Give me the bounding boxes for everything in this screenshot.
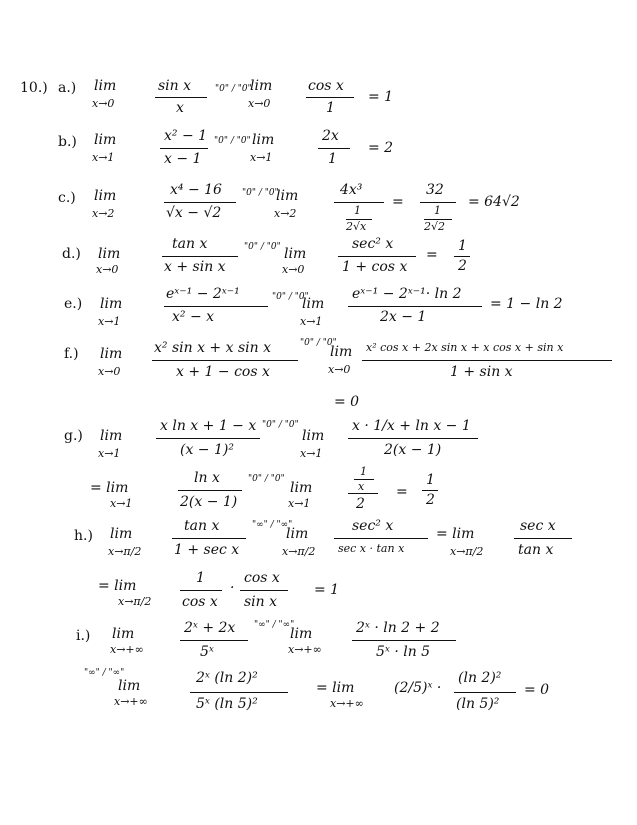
denominator: 2 (426, 492, 435, 508)
lim-subscript: x→1 (288, 497, 311, 510)
lim-word: lim (94, 78, 117, 94)
numerator: 1 (426, 472, 435, 488)
lim-word: = lim (316, 680, 355, 696)
fraction-bar (180, 590, 222, 591)
item-label: e.) (64, 296, 83, 312)
denominator: x + 1 − cos x (176, 364, 270, 380)
fraction-bar (178, 490, 242, 491)
fraction-bar (240, 590, 288, 591)
denominator: 1 (328, 151, 337, 167)
numerator: x² sin x + x sin x (154, 340, 271, 356)
item-label: a.) (58, 80, 77, 96)
result: = 1 (314, 582, 340, 598)
denominator: 5ˣ (ln 5)² (196, 696, 258, 712)
fraction-bar (454, 692, 516, 693)
numerator: eˣ⁻¹ − 2ˣ⁻¹ (166, 286, 240, 302)
fraction-bar (348, 493, 378, 494)
numerator: x² cos x + 2x sin x + x cos x + sin x (366, 341, 564, 354)
numerator: ln x (194, 470, 220, 486)
fraction-bar (152, 360, 298, 361)
lim-subscript: x→1 (300, 315, 323, 328)
lim-word: lim (290, 626, 313, 642)
problem-number: 10.) (20, 80, 48, 96)
lim-subscript: x→+∞ (110, 643, 144, 656)
lim-subscript: x→0 (92, 97, 115, 110)
indeterminate-mark: "0" / "0" (262, 420, 299, 430)
dot-operator: · (230, 580, 235, 596)
lim-subscript: x→+∞ (114, 695, 148, 708)
nested-numerator: 1 (434, 204, 441, 217)
numerator: cos x (244, 570, 280, 586)
denominator: 5ˣ · ln 5 (376, 644, 431, 660)
nested-fraction-bar (354, 479, 374, 480)
item-label: d.) (62, 246, 81, 262)
lim-subscript: x→2 (274, 207, 297, 220)
lim-subscript: x→1 (300, 447, 323, 460)
lim-word: lim (276, 188, 299, 204)
fraction-bar (155, 97, 207, 98)
numerator: cos x (308, 78, 344, 94)
result: = 1 (368, 89, 394, 105)
lim-word: = lim (98, 578, 137, 594)
numerator: eˣ⁻¹ − 2ˣ⁻¹· ln 2 (352, 286, 462, 302)
numerator: sin x (158, 78, 192, 94)
lim-word: = lim (90, 480, 129, 496)
indeterminate-mark: "∞" / "∞" (84, 668, 125, 678)
indeterminate-mark: "0" / "0" (300, 338, 337, 348)
nested-numerator: 1 (354, 204, 361, 217)
indeterminate-mark: "0" / "0" (215, 84, 252, 94)
lim-subscript: x→1 (98, 315, 121, 328)
equals-sign: = (426, 247, 438, 263)
indeterminate-mark: "0" / "0" (214, 136, 251, 146)
fraction-bar (338, 256, 416, 257)
numerator: 32 (426, 182, 444, 198)
denominator: 1 + sec x (174, 542, 240, 558)
denominator: 1 + sin x (450, 364, 513, 380)
denominator: √x − √2 (166, 205, 222, 221)
indeterminate-mark: "0" / "0" (248, 474, 285, 484)
item-label: h.) (74, 528, 93, 544)
lim-word: lim (98, 246, 121, 262)
numerator: x² − 1 (164, 128, 208, 144)
numerator: 2ˣ · ln 2 + 2 (356, 620, 440, 636)
lim-word: lim (94, 188, 117, 204)
lim-word: lim (94, 132, 117, 148)
numerator: sec² x (352, 518, 394, 534)
result: = 0 (524, 682, 550, 698)
lim-word: = lim (436, 526, 475, 542)
fraction-bar (454, 256, 470, 257)
numerator: 2x (322, 128, 339, 144)
denominator: 2 (356, 496, 365, 512)
fraction-bar (164, 306, 268, 307)
denominator: tan x (518, 542, 554, 558)
lim-word: lim (302, 428, 325, 444)
denominator: x + sin x (164, 259, 226, 275)
fraction-bar (352, 640, 456, 641)
lim-word: lim (290, 480, 313, 496)
item-label: g.) (64, 428, 83, 444)
fraction-bar (348, 438, 478, 439)
lim-subscript: x→1 (92, 151, 115, 164)
fraction-bar (362, 360, 612, 361)
lim-word: lim (252, 132, 275, 148)
numerator: 1 (196, 570, 205, 586)
lim-word: lim (100, 346, 123, 362)
fraction-bar (160, 148, 208, 149)
lim-subscript: x→1 (110, 497, 133, 510)
denominator: 2(x − 1) (384, 442, 442, 458)
numerator: 4x³ (340, 182, 363, 198)
numerator: x ln x + 1 − x (160, 418, 257, 434)
denominator: x (176, 100, 184, 116)
numerator: 1 (458, 238, 467, 254)
denominator: (x − 1)² (180, 442, 234, 458)
lim-word: lim (302, 296, 325, 312)
fraction-bar (334, 538, 428, 539)
lim-word: lim (284, 246, 307, 262)
lim-subscript: x→π/2 (108, 545, 142, 558)
exponential-factor: (2/5)ˣ · (394, 680, 442, 696)
indeterminate-mark: "∞" / "∞" (254, 620, 295, 630)
numerator: sec x (520, 518, 556, 534)
fraction-bar (156, 438, 260, 439)
item-label: c.) (58, 190, 76, 206)
lim-subscript: x→1 (98, 447, 121, 460)
fraction-bar (162, 256, 238, 257)
lim-subscript: x→1 (250, 151, 273, 164)
nested-denominator: x (358, 480, 365, 493)
denominator: 1 (326, 100, 335, 116)
result: = 64√2 (468, 194, 520, 210)
fraction-bar (190, 692, 288, 693)
numerator: x · 1/x + ln x − 1 (352, 418, 471, 434)
lim-word: lim (330, 344, 353, 360)
denominator: x² − x (172, 309, 215, 325)
result: = 0 (334, 394, 360, 410)
denominator: sin x (244, 594, 278, 610)
numerator: sec² x (352, 236, 394, 252)
lim-subscript: x→π/2 (450, 545, 484, 558)
numerator: tan x (172, 236, 208, 252)
fraction-bar (514, 538, 572, 539)
indeterminate-mark: "0" / "0" (244, 242, 281, 252)
lim-subscript: x→π/2 (282, 545, 316, 558)
fraction-bar (422, 490, 438, 491)
numerator: x⁴ − 16 (170, 182, 222, 198)
denominator: 2x − 1 (380, 309, 427, 325)
numerator: 2ˣ (ln 2)² (196, 670, 258, 686)
fraction-bar (334, 202, 384, 203)
item-label: f.) (64, 346, 79, 362)
lim-subscript: x→0 (328, 363, 351, 376)
result: = 1 − ln 2 (490, 296, 563, 312)
indeterminate-mark: "0" / "0" (272, 292, 309, 302)
fraction-bar (172, 538, 246, 539)
equals-sign: = (392, 194, 404, 210)
nested-numerator: 1 (360, 465, 367, 478)
lim-word: lim (112, 626, 135, 642)
fraction-bar (348, 306, 482, 307)
lim-subscript: x→0 (282, 263, 305, 276)
fraction-bar (164, 202, 236, 203)
fraction-bar (420, 202, 456, 203)
fraction-bar (318, 148, 350, 149)
denominator: x − 1 (164, 151, 202, 167)
lim-word: lim (100, 296, 123, 312)
numerator: 2ˣ + 2x (184, 620, 236, 636)
denominator: sec x · tan x (338, 542, 405, 555)
denominator: 5ˣ (200, 644, 214, 660)
lim-subscript: x→2 (92, 207, 115, 220)
denominator: cos x (182, 594, 218, 610)
fraction-bar (306, 97, 354, 98)
lim-subscript: x→0 (96, 263, 119, 276)
lim-word: lim (100, 428, 123, 444)
denominator: 2(x − 1) (180, 494, 238, 510)
equals-sign: = (396, 484, 408, 500)
denominator: 1 + cos x (342, 259, 408, 275)
fraction-bar (180, 640, 248, 641)
indeterminate-mark: "∞" / "∞" (252, 520, 293, 530)
lim-subscript: x→0 (98, 365, 121, 378)
lim-subscript: x→π/2 (118, 595, 152, 608)
lim-word: lim (250, 78, 273, 94)
nested-denominator: 2√x (346, 220, 367, 233)
denominator: 2 (458, 258, 467, 274)
lim-subscript: x→+∞ (288, 643, 322, 656)
numerator: tan x (184, 518, 220, 534)
numerator: (ln 2)² (458, 670, 502, 686)
result: = 2 (368, 140, 394, 156)
indeterminate-mark: "0" / "0" (242, 188, 279, 198)
denominator: (ln 5)² (456, 696, 500, 712)
lim-subscript: x→+∞ (330, 697, 364, 710)
lim-word: lim (110, 526, 133, 542)
lim-word: lim (118, 678, 141, 694)
item-label: b.) (58, 134, 77, 150)
lim-word: lim (286, 526, 309, 542)
lim-subscript: x→0 (248, 97, 271, 110)
nested-denominator: 2√2 (424, 220, 446, 233)
item-label: i.) (76, 628, 91, 644)
